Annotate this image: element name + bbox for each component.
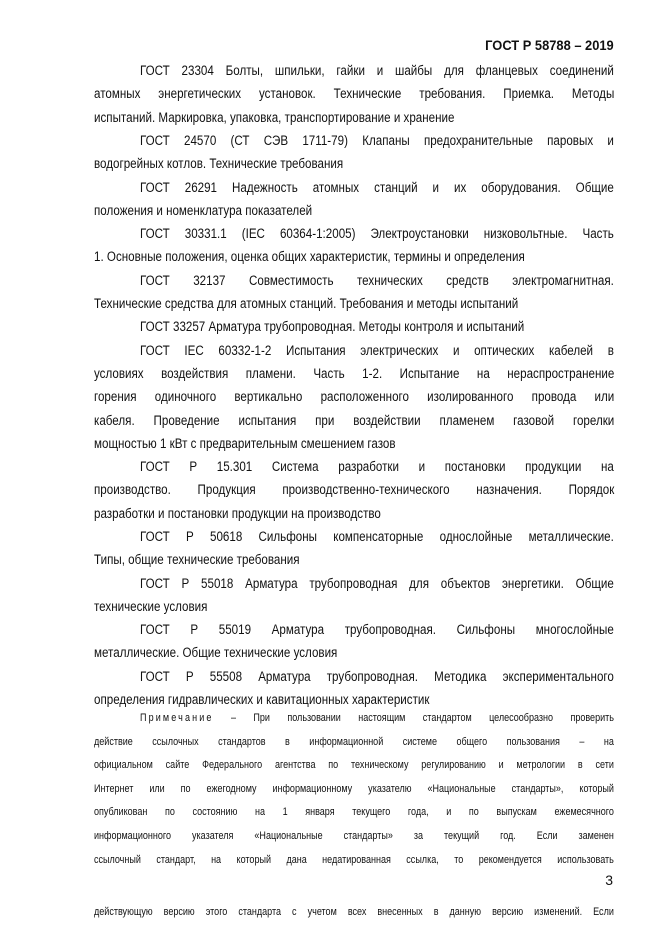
note-line: информационного указателя «Национальные стандарты» за текущий год. Если заменен bbox=[94, 830, 614, 842]
document-header-id: ГОСТ Р 58788 – 2019 bbox=[485, 37, 614, 53]
reference-entry-first-line: ГОСТ 33257 Арматура трубопроводная. Методы контроля и испытаний bbox=[140, 319, 525, 334]
reference-entry-line: Технические средства для атомных станций. Требования и методы испытаний bbox=[94, 296, 519, 311]
reference-entry-first-line: ГОСТ 26291 Надежность атомных станций и их оборудования. Общие bbox=[140, 180, 614, 195]
reference-entry-line: испытаний. Маркировка, упаковка, транспортирование и хранение bbox=[94, 110, 455, 125]
reference-entry-line: определения гидравлических и кавитационных характеристик bbox=[94, 692, 430, 707]
reference-entry-first-line: ГОСТ 23304 Болты, шпильки, гайки и шайбы для фланцевых соединений bbox=[140, 63, 614, 78]
reference-entry-line: атомных энергетических установок. Технические требования. Приемка. Методы bbox=[94, 86, 615, 101]
page-number: 3 bbox=[605, 872, 613, 888]
reference-entry-first-line: ГОСТ 32137 Совместимость технических средств электромагнитная. bbox=[140, 273, 614, 288]
reference-entry-line: горения одиночного вертикально расположенного изолированного провода или bbox=[94, 389, 615, 404]
reference-entry-first-line: ГОСТ 30331.1 (IEC 60364-1:2005) Электроустановки низковольтные. Часть bbox=[140, 226, 614, 241]
note-line: опубликован по состоянию на 1 января текущего года, и по выпускам ежемесячного bbox=[94, 806, 614, 818]
reference-entry-line: технические условия bbox=[94, 599, 208, 614]
reference-entry-line: условиях воздействия пламени. Часть 1-2. Испытание на нераспространение bbox=[94, 366, 615, 381]
note-text: – При пользовании настоящим стандартом целесообразно проверить bbox=[230, 712, 614, 724]
reference-entry-line: кабеля. Проведение испытания при воздействии пламенем газовой горелки bbox=[94, 413, 615, 428]
note-label: Примечание bbox=[140, 712, 214, 724]
reference-entry-first-line: ГОСТ IEC 60332-1-2 Испытания электрических и оптических кабелей в bbox=[140, 343, 614, 358]
note-line: действующую версию этого стандарта с учетом всех внесенных в данную версию изменений. Если bbox=[94, 906, 614, 918]
reference-entry-line: положения и номенклатура показателей bbox=[94, 203, 313, 218]
reference-entry-line: разработки и постановки продукции на производство bbox=[94, 506, 381, 521]
reference-entry-line: производство. Продукция производственно-технического назначения. Порядок bbox=[94, 482, 615, 497]
reference-entry-first-line: ГОСТ 24570 (СТ СЭВ 1711-79) Клапаны предохранительные паровых и bbox=[140, 133, 614, 148]
reference-entry-first-line: ГОСТ Р 50618 Сильфоны компенсаторные однослойные металлические. bbox=[140, 529, 614, 544]
note-line: действие ссылочных стандартов в информационной системе общего пользования – на bbox=[94, 736, 614, 748]
reference-entry-line: водогрейных котлов. Технические требования bbox=[94, 156, 344, 171]
reference-entry-line: 1. Основные положения, оценка общих характеристик, термины и определения bbox=[94, 249, 525, 264]
note-line: официальном сайте Федерального агентства по техническому регулированию и метрологии в сети bbox=[94, 759, 614, 771]
reference-entry-line: Типы, общие технические требования bbox=[94, 552, 300, 567]
reference-entry-first-line: ГОСТ Р 55508 Арматура трубопроводная. Методика экспериментального bbox=[140, 669, 614, 684]
reference-entry-line: металлические. Общие технические условия bbox=[94, 645, 338, 660]
reference-entry-first-line: ГОСТ Р 55019 Арматура трубопроводная. Сильфоны многослойные bbox=[140, 622, 614, 637]
reference-entry-first-line: ГОСТ Р 15.301 Система разработки и постановки продукции на bbox=[140, 459, 614, 474]
note-line: Интернет или по ежегодному информационному указателю «Национальные стандарты», который bbox=[94, 783, 614, 795]
reference-entry-first-line: ГОСТ Р 55018 Арматура трубопроводная для объектов энергетики. Общие bbox=[140, 576, 614, 591]
note-line bbox=[140, 711, 614, 725]
reference-entry-line: мощностью 1 кВт с предварительным смешением газов bbox=[94, 436, 396, 451]
note-line: ссылочный стандарт, на который дана недатированная ссылка, то рекомендуется использовать bbox=[94, 854, 614, 866]
